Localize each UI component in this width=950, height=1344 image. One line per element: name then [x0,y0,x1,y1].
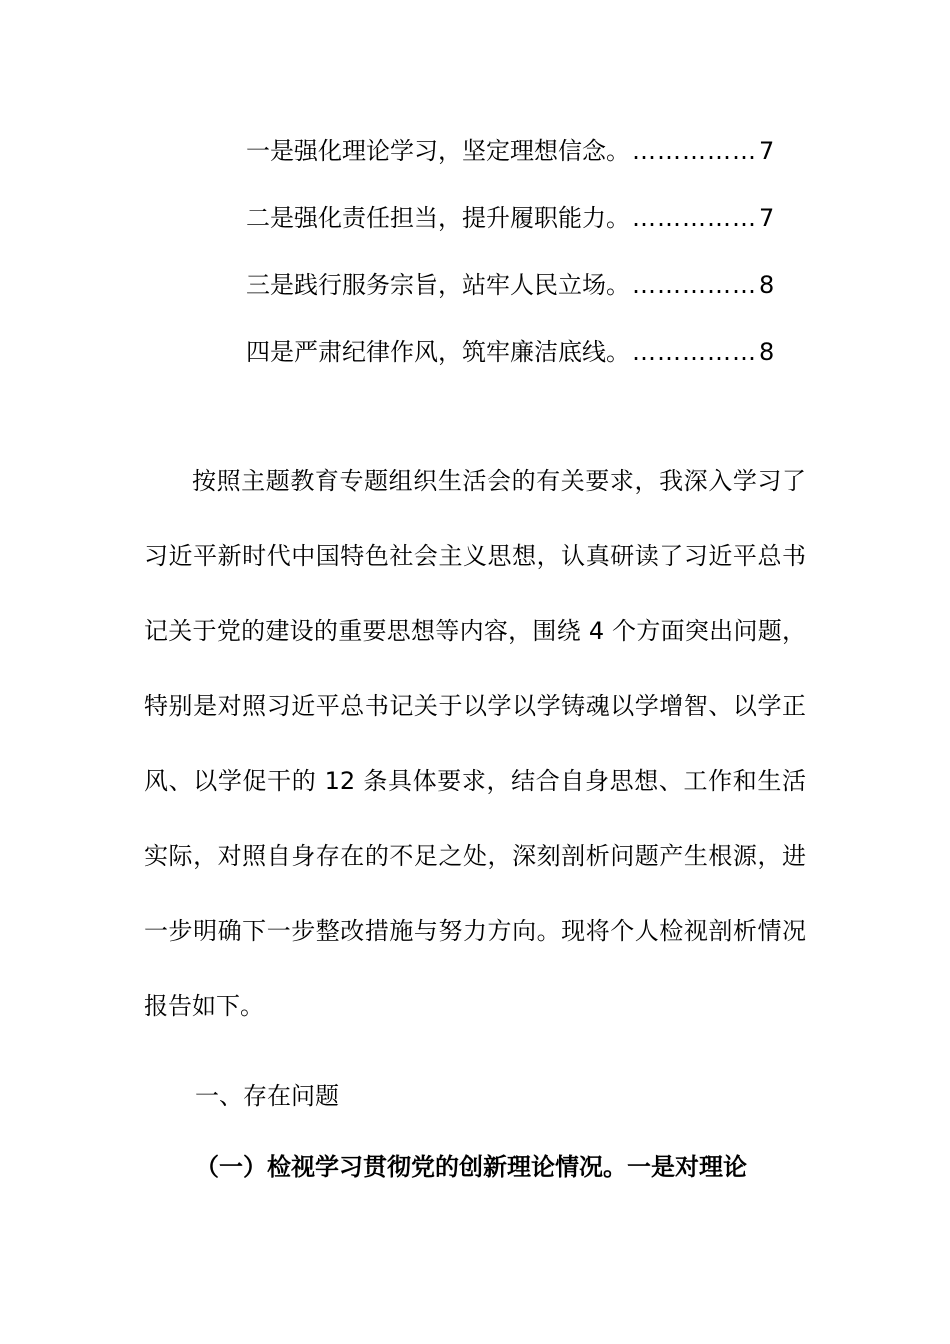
toc-leader: …………… [632,137,757,165]
toc-page-number: 7 [759,204,775,232]
toc-entry[interactable] [246,329,806,396]
subsection-heading: （一）检视学习贯彻党的创新理论情况。一是对理论 [195,1153,747,1181]
toc-entry[interactable] [246,262,806,329]
toc-leader: …………… [632,338,757,366]
toc-entry[interactable] [246,128,806,195]
toc-entry-text: 一是强化理论学习，坚定理想信念。 [246,137,630,165]
toc-entry-text: 四是严肃纪律作风，筑牢廉洁底线。 [246,338,630,366]
toc-leader: …………… [632,271,757,299]
table-of-contents [246,128,806,396]
toc-entry[interactable] [246,195,806,262]
toc-page-number: 7 [759,137,775,165]
toc-entry-text: 二是强化责任担当，提升履职能力。 [246,204,630,232]
section-heading: 一、存在问题 [195,1082,339,1110]
toc-page-number: 8 [759,271,775,299]
toc-entry-text: 三是践行服务宗旨，站牢人民立场。 [246,271,630,299]
toc-leader: …………… [632,204,757,232]
toc-page-number: 8 [759,338,775,366]
intro-paragraph: 按照主题教育专题组织生活会的有关要求，我深入学习了习近平新时代中国特色社会主义思想，认真研读了习近平总书记关于党的建设的重要思想等内容，围绕 4 个方面突出问题，特别是对照习近平总书记关于以学以学铸魂以学增智、以学正风、以学促干的 12 条具体要求，结合自身思想、工作和生活实际，对照自身存在的不足之处，深刻剖析问题产生根源，进一步明确下一步整改措施与努力方向。现将个人检视剖析情况报告如下。 [144,467,806,1020]
